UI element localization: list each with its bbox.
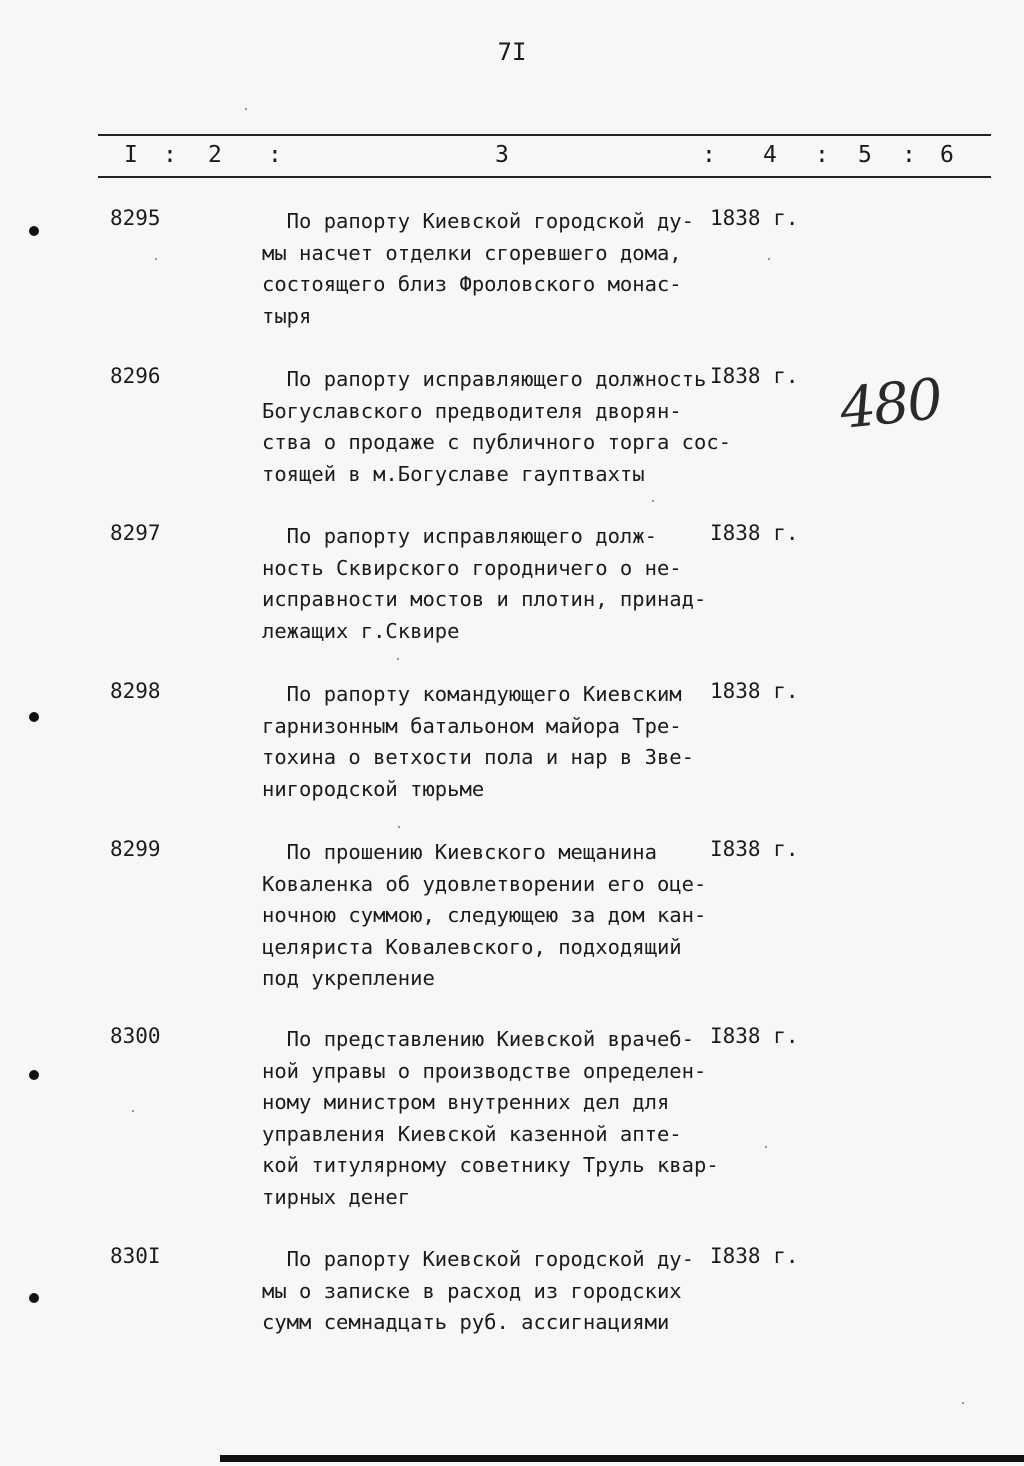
column-header-5: 5 (858, 142, 872, 168)
column-header-3: 3 (495, 142, 509, 168)
scan-speck (652, 500, 654, 502)
handwritten-annotation: 480 (836, 366, 945, 443)
punch-hole-mark (29, 1293, 39, 1303)
page-number: 7I (497, 38, 527, 66)
entry-number: 8300 (110, 1024, 161, 1048)
entry-description: По представлению Киевской врачеб- ной управы о производстве определен- ному министром внутренних дел для управления Киевской казенной апте- кой титулярному советнику Труль квар- тирных денег (262, 1027, 719, 1209)
column-separator: : (902, 142, 916, 168)
entry-year: 1838 г. (710, 679, 799, 703)
column-separator: : (815, 142, 829, 168)
punch-hole-mark (29, 1070, 39, 1080)
entry-number: 8296 (110, 364, 161, 388)
entry-number: 830I (110, 1244, 161, 1268)
entry-number: 8295 (110, 206, 161, 230)
column-header-2: 2 (208, 142, 222, 168)
entry-description: По рапорту Киевской городской ду- мы о записке в расход из городских сумм семнадцать руб. ассигнациями (262, 1247, 694, 1334)
column-header-4: 4 (763, 142, 777, 168)
scan-edge-bar (220, 1455, 1024, 1462)
scan-speck (962, 1402, 964, 1404)
entry-description: По прошению Киевского мещанина Коваленка об удовлетворении его оце- ночною суммою, следующею за дом кан- целяриста Ковалевского, подходящий под укрепление (262, 840, 707, 990)
scan-speck (245, 108, 247, 110)
scan-speck (768, 258, 770, 260)
header-bottom-rule (98, 176, 991, 178)
entry-year: I838 г. (710, 364, 799, 388)
column-header-6: 6 (940, 142, 954, 168)
entry-number: 8298 (110, 679, 161, 703)
entry-year: I838 г. (710, 837, 799, 861)
punch-hole-mark (29, 712, 39, 722)
header-top-rule (98, 134, 991, 136)
entry-year: I838 г. (710, 521, 799, 545)
column-separator: : (702, 142, 716, 168)
scan-speck (132, 1110, 134, 1112)
entry-number: 8297 (110, 521, 161, 545)
entry-number: 8299 (110, 837, 161, 861)
column-separator: : (163, 142, 177, 168)
entry-year: 1838 г. (710, 206, 799, 230)
entry-description: По рапорту исправляющего долж- ность Сквирского городничего о не- исправности мостов и плотин, принад- лежащих г.Сквире (262, 524, 707, 643)
entry-year: I838 г. (710, 1024, 799, 1048)
entry-description: По рапорту командующего Киевским гарнизонным батальоном майора Тре- тохина о ветхости пола и нар в Зве- нигородской тюрьме (262, 682, 694, 801)
entry-description: По рапорту Киевской городской ду- мы насчет отделки сгоревшего дома, состоящего близ Фроловского монас- тыря (262, 209, 694, 328)
scan-speck (397, 658, 399, 660)
column-separator: : (268, 142, 282, 168)
scan-speck (398, 826, 400, 828)
scan-speck (155, 258, 157, 260)
entry-description: По рапорту исправляющего должность Богуславского предводителя дворян- ства о продаже с публичного торга сос- тоящей в м.Богуславе гауптвахты (262, 367, 731, 486)
column-header-1: I (124, 142, 138, 168)
scan-speck (765, 1146, 767, 1148)
punch-hole-mark (29, 226, 39, 236)
entry-year: I838 г. (710, 1244, 799, 1268)
